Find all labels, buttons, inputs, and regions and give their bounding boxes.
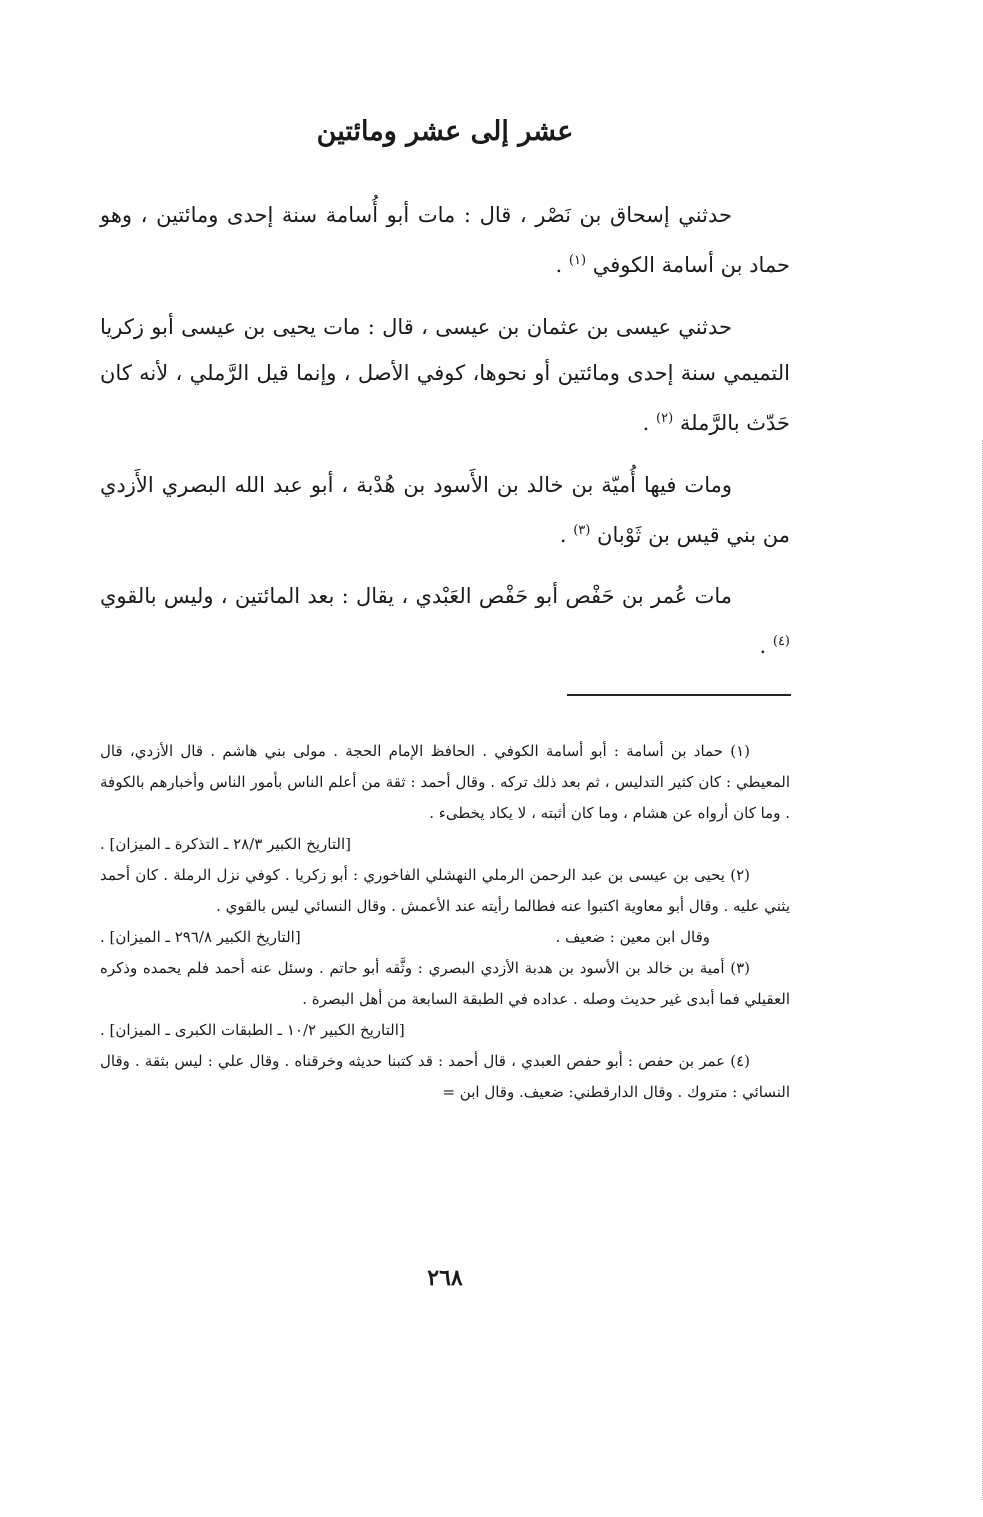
page-number: ٢٦٨: [427, 1265, 463, 1291]
footnote-2-reference-line: [100, 922, 790, 953]
footnotes: [100, 736, 790, 1108]
paragraph-3: [100, 462, 790, 558]
paragraph-end: .: [559, 523, 567, 547]
footnote-marker-1: (١): [568, 253, 587, 268]
footnote-3-reference: [التاريخ الكبير ١٠/٢ ـ الطبقات الكبرى ـ الميزان] .: [100, 1021, 405, 1039]
paragraph-1: [100, 192, 790, 288]
footnote-2-last-line: وقال ابن معين : ضعيف .: [555, 928, 710, 946]
footnote-4: (٤) عمر بن حفص : أبو حفص العبدي ، قال أحمد : قد كتبنا حديثه وخرقناه . وقال علي : ليس بثقة . وقال النسائي : متروك . وقال الدارقطني: ضعيف. وقال ابن =: [100, 1052, 790, 1101]
paragraph-2: [100, 304, 790, 446]
paragraph-text: حدثني عيسى بن عثمان بن عيسى ، قال : مات يحيى بن عيسى أبو زكريا التميمي سنة إحدى ومائتين أو نحوها، كوفي الأصل ، وإنما قيل الرَّملي ، لأنه كان حَدّث بالرَّملة: [100, 315, 790, 435]
footnote-marker-4: (٤): [772, 634, 790, 649]
paragraph-end: .: [759, 634, 767, 658]
footnote-separator: [567, 694, 791, 696]
footnote-1-reference-line: [100, 829, 790, 860]
footnote-3-reference-line: [100, 1015, 790, 1046]
running-header: عشر إلى عشر ومائتين: [316, 116, 574, 147]
footnote-1: (١) حماد بن أسامة : أبو أسامة الكوفي . الحافظ الإمام الحجة . مولى بني هاشم . قال الأزدي، قال المعيطي : كان كثير التدليس ، ثم بعد ذلك تركه . وقال أحمد : ثقة من أعلم الناس بأمور الناس وأخبارهم بالكوفة . وما كان أرواه عن هشام ، وما كان أثبته ، لا يكاد يخطىء .: [100, 742, 790, 822]
footnote-1-reference: [التاريخ الكبير ٢٨/٣ ـ التذكرة ـ الميزان] .: [100, 835, 351, 853]
paragraph-end: .: [642, 411, 650, 435]
footnote-3: (٣) أمية بن خالد بن الأسود بن هدبة الأزدي البصري : وثَّقه أبو حاتم . وسئل عنه أحمد فلم يحمده وذكره العقيلي فما أبدى غير حديث وصله . عداده في الطبقة السابعة من أهل البصرة .: [100, 959, 790, 1008]
paragraph-text: ومات فيها أُميّة بن خالد بن الأَسود بن هُدْبة ، أبو عبد الله البصري الأَزدي من بني قيس بن ثَوْبان: [100, 473, 790, 547]
footnote-2-reference: [التاريخ الكبير ٢٩٦/٨ ـ الميزان] .: [100, 928, 301, 946]
paragraph-text: حدثني إسحاق بن نَصْر ، قال : مات أبو أُسامة سنة إحدى ومائتين ، وهو حماد بن أسامة الكوفي: [100, 203, 790, 277]
paragraph-end: .: [555, 253, 563, 277]
paragraph-4: [100, 573, 790, 669]
footnote-2: (٢) يحيى بن عيسى بن عبد الرحمن الرملي النهشلي الفاخوري : أبو زكريا . كوفي نزل الرملة . كان أحمد يثني عليه . وقال أبو معاوية اكتبوا عنه فطالما رأيته عند الأعمش . وقال النسائي ليس بالقوي .: [100, 866, 790, 915]
footnote-marker-2: (٢): [656, 411, 674, 426]
footnote-marker-3: (٣): [573, 523, 591, 538]
paragraph-text: مات عُمر بن حَفْص أبو حَفْص العَبْدي ، يقال : بعد المائتين ، وليس بالقوي: [100, 584, 732, 608]
